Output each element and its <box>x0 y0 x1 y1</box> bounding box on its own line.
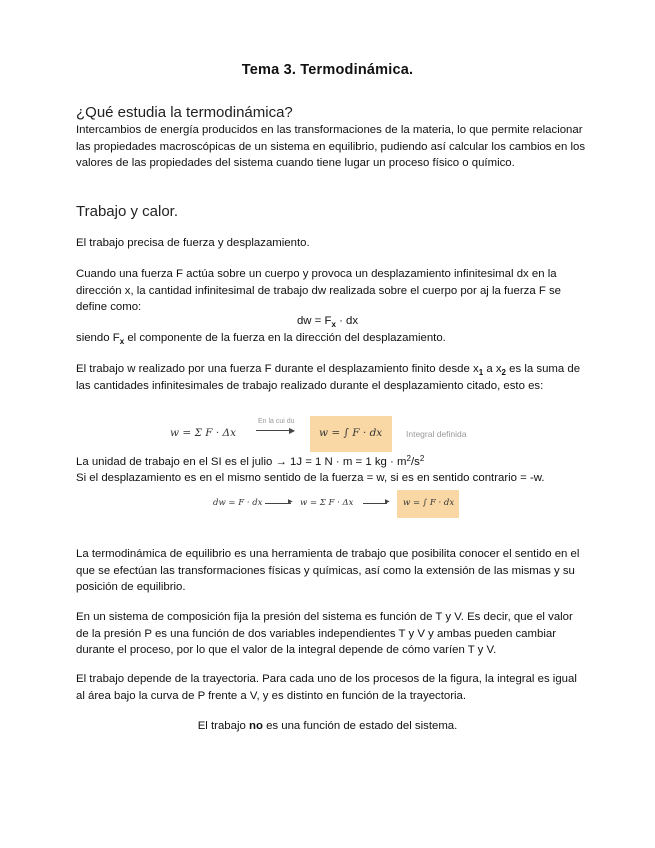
paragraph-sentido: Si el desplazamiento es en el mismo sentido de la fuerza = w, si es en sentido contrario = -w. <box>76 472 545 484</box>
arrow-label: En la cui du <box>258 418 295 425</box>
figure-dw-sum-integral <box>205 490 460 518</box>
arrow-head-icon: ▶ <box>289 426 296 435</box>
equation-dw: dw = $F_x$ · dx <box>296 315 359 329</box>
formula-dw: dw = F · dx <box>213 498 263 508</box>
arrow-head-icon: ▶ <box>385 499 390 505</box>
formula-sum-small: w = Σ F · Δx <box>300 498 354 508</box>
paragraph-siendo-fx: siendo $F_x$ el componente de la fuerza en la dirección del desplazamiento. <box>76 332 446 346</box>
arrow-line <box>256 430 292 431</box>
arrow-line <box>363 503 387 504</box>
section-heading-trabajo-calor: Trabajo y calor. <box>76 203 178 220</box>
page-title: Tema 3. Termodinámica. <box>241 62 414 78</box>
formula-integral-small: w = ∫ F · dx <box>403 498 455 508</box>
caption-integral-definida: Integral definida <box>406 429 467 439</box>
paragraph-intro: Intercambios de energía producidos en las transformaciones de la materia, lo que permite relacionar las propiedades macroscópicas de un sistema en equilibrio, pudiendo así calcular los cambios en los valores de las propiedades del sistema cuando tiene lugar un proceso físico o químico. <box>76 124 586 170</box>
formula-integral: w = ∫ F · dx <box>319 427 383 439</box>
section-heading-termodinamica: ¿Qué estudia la termodinámica? <box>76 104 293 121</box>
paragraph-composicion-fija: En un sistema de composición fija la presión del sistema es función de T y V. Es decir, que el valor de la presión P es una función de dos variables independientes T y V y ambas pueden cambiar durante el proceso, por lo que el valor de la integral depende de cómo varíen T y V. <box>76 611 573 657</box>
figure-sum-to-integral <box>160 416 490 452</box>
integral-highlight-box-small <box>397 490 459 518</box>
integral-highlight-box <box>310 416 392 452</box>
paragraph-trabajo-precisa: El trabajo precisa de fuerza y desplazamiento. <box>76 237 310 249</box>
arrow-head-icon: ▶ <box>288 499 293 505</box>
formula-sum: w = Σ F · Δx <box>170 427 237 439</box>
paragraph-no-funcion-estado: El trabajo no es una función de estado del sistema. <box>197 720 458 732</box>
paragraph-trabajo-w: El trabajo w realizado por una fuerza F durante el desplazamiento finito desde $x_1$ a $x_2$ es la suma de las cantidades infinitesimales de trabajo realizado durante el desplazamiento citado, esto es: <box>76 363 581 392</box>
paragraph-fuerza-definicion: Cuando una fuerza F actúa sobre un cuerpo y provoca un desplazamiento infinitesimal dx en la dirección x, la cantidad infinitesimal de trabajo dw realizada sobre el cuerpo por aj la fuerza F se define como: <box>76 268 561 314</box>
paragraph-trayectoria: El trabajo depende de la trayectoria. Para cada uno de los procesos de la figura, la integral es igual al área bajo la curva de P frente a V, y es distinto en función de la trayectoria. <box>76 673 577 702</box>
paragraph-termodinamica-equilibrio: La termodinámica de equilibrio es una herramienta de trabajo que posibilita conocer el sentido en el que se efectúan las transformaciones físicas y químicas, así como la extensión de las mismas y su posición de equilibrio. <box>76 548 580 594</box>
paragraph-unidad-julio: La unidad de trabajo en el SI es el julio → 1J = 1 N · m = 1 kg · $m^2/s^2$ <box>76 454 425 468</box>
